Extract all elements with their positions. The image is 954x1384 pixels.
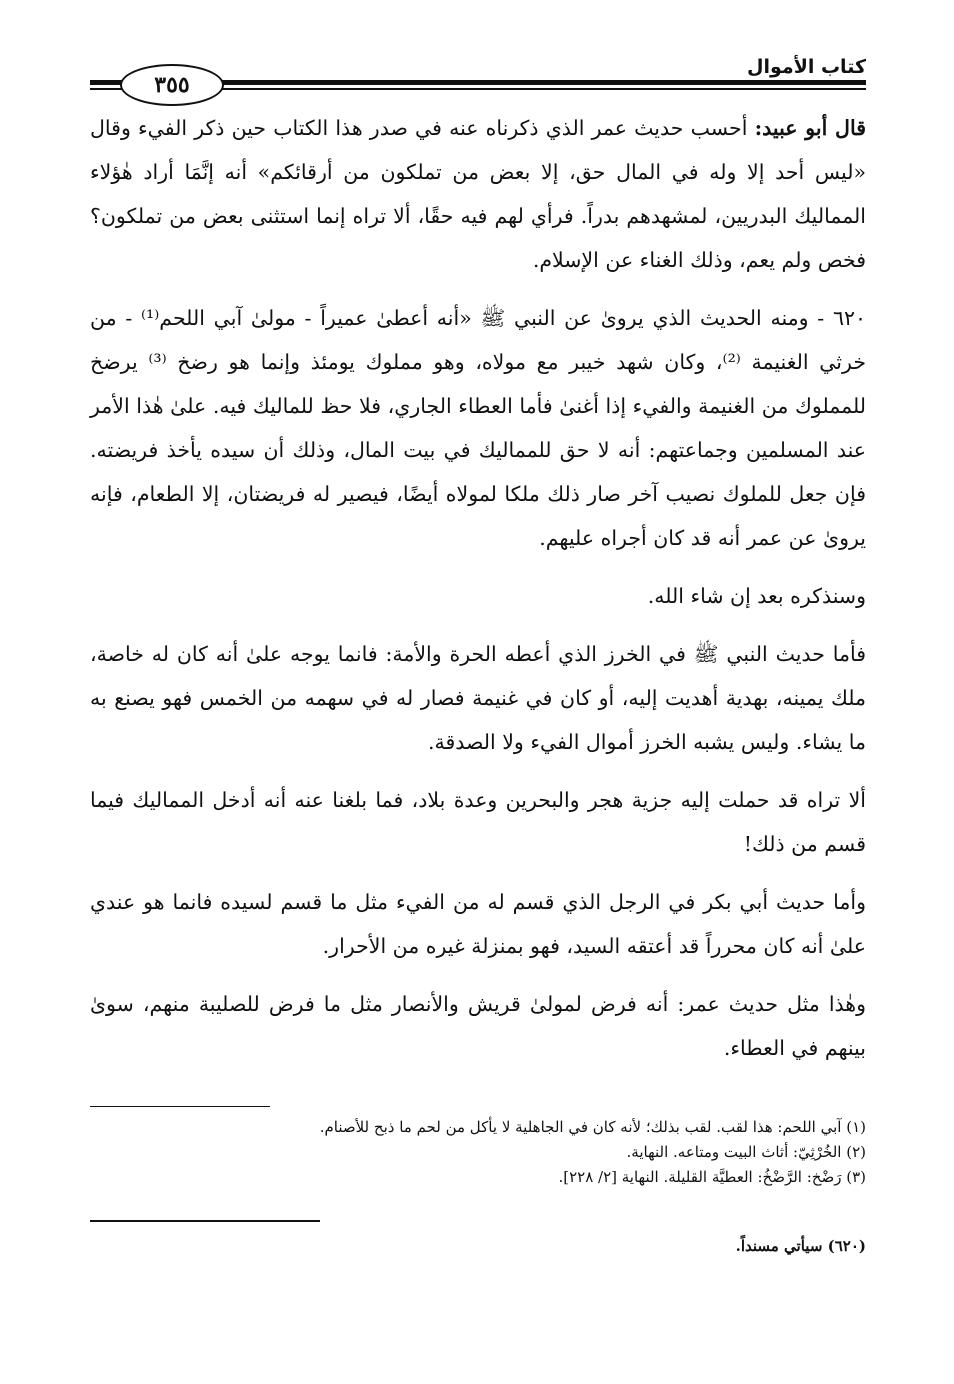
page — [90, 50, 866, 1258]
paragraph-text: ألا تراه قد حملت إليه جزية هجر والبحرين وعدة بلاد، فما بلغنا عنه أنه أدخل المماليك فيما قسم من ذلك! — [90, 788, 866, 856]
page-number: ٣٥٥ — [120, 64, 224, 106]
book-title: كتاب الأموال — [747, 56, 866, 78]
paragraph-text: فأما حديث النبي ﷺ في الخرز الذي أعطه الحرة والأمة: فانما يوجه علىٰ أنه كان له خاصة، ملك يمينه، بهدية أهديت إليه، أو كان في غنيمة فصار له في سهمه من الخمس فهو يصنع به ما يشاء. وليس يشبه الخرز أموال الفيء ولا الصدقة. — [90, 642, 866, 754]
source-separator — [90, 1220, 320, 1222]
paragraph — [90, 778, 866, 866]
paragraph — [90, 574, 866, 618]
footnote: (٣) رَضْخ: الرَّضْخُ: العطيَّة القليلة. النهاية [٢/ ٢٢٨]. — [558, 1168, 866, 1186]
paragraph — [90, 296, 866, 560]
paragraph — [90, 982, 866, 1070]
paragraph-text: وسنذكره بعد إن شاء الله. — [647, 584, 866, 608]
footnote: (٢) الخُرْثِيّ: أثاث البيت ومتاعه. النهاية. — [626, 1143, 866, 1161]
paragraph — [90, 632, 866, 764]
paragraph — [90, 106, 866, 282]
footnote: (١) آبي اللحم: هذا لقب. لقب بذلك؛ لأنه كان في الجاهلية لا يأكل من لحم ما ذبح للأصنام. — [319, 1118, 866, 1136]
footnote-separator — [90, 1106, 270, 1107]
paragraph-text: أحسب حديث عمر الذي ذكرناه عنه في صدر هذا الكتاب حين ذكر الفيء وقال «ليس أحد إلا وله في المال حق، إلا بعض من تملكون من أرقائكم» أنه إنَّمَا أراد هٰؤلاء المماليك البدريين، لمشهدهم بدراً. فرأي لهم فيه حقًا، ألا تراه إنما استثنى بعض من تملكون؟ فخص ولم يعم، وذلك الغناء عن الإسلام. — [90, 116, 866, 272]
paragraph-text: وهٰذا مثل حديث عمر: أنه فرض لمولىٰ قريش والأنصار مثل ما فرض للصليبة منهم، سوىٰ بينهم في العطاء. — [90, 992, 866, 1060]
paragraph-text: ٦٢٠ - ومنه الحديث الذي يروىٰ عن النبي ﷺ «أنه أعطىٰ عميراً - مولىٰ آبي اللحم⁽¹⁾ - من خرثي الغنيمة ⁽²⁾، وكان شهد خيبر مع مولاه، وهو مملوك يومئذ وإنما هو رضخ ⁽³⁾ يرضخ للمملوك من الغنيمة والفيء إذا أغنىٰ فأما العطاء الجاري، فلا حظ للماليك فيه. علىٰ هٰذا الأمر عند المسلمين وجماعتهم: أنه لا حق للمماليك في بيت المال، وذلك أن سيده يأخذ فريضته. فإن جعل للملوك نصيب آخر صار ذلك ملكا لمولاه أيضًا، فيصير له فريضتان، إلا الطعام، فإنه يروىٰ عن عمر أنه قد كان أجراه عليهم. — [90, 306, 866, 550]
running-header — [90, 50, 866, 106]
footnotes — [90, 1115, 866, 1190]
paragraph — [90, 880, 866, 968]
main-text — [90, 106, 866, 1070]
source-note: (٦٢٠) سيأتي مسنداً. — [735, 1237, 866, 1255]
paragraph-text: وأما حديث أبي بكر في الرجل الذي قسم له من الفيء مثل ما قسم لسيده فانما هو عندي علىٰ أنه كان محرراً قد أعتقه السيد، فهو بمنزلة غيره من الأحرار. — [90, 890, 866, 958]
paragraph-lead: قال أبو عبيد: — [754, 116, 866, 140]
